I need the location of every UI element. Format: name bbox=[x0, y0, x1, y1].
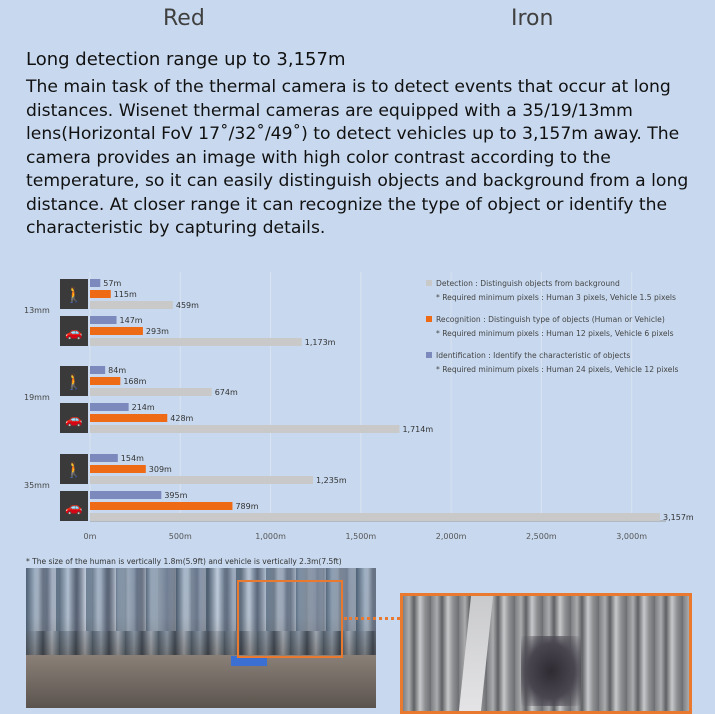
photo-road bbox=[26, 655, 376, 708]
x-tick-label: 3,000m bbox=[616, 532, 648, 541]
identification-bar bbox=[90, 491, 161, 499]
car-icon: 🚗 bbox=[65, 325, 83, 341]
detection-range-chart bbox=[0, 268, 715, 558]
lens-label: 19mm bbox=[24, 393, 50, 402]
photo-lane-marking bbox=[459, 596, 493, 711]
description-paragraph: The main task of the thermal camera is to detect events that occur at long distances. Wisenet thermal cameras are equipped with a 35/19/13mm lens(Horizontal FoV 17˚/32˚/49˚) to detect vehicles up to 3,157m away. The camera provides an image with high color contrast according to the temperature, so it can easily distinguish objects and background from a long distance. At closer range it can recognize the type of object or identify the characteristic by capturing details. bbox=[26, 77, 689, 238]
human-icon: 🚶 bbox=[64, 286, 84, 304]
section-heading: Long detection range up to 3,157m bbox=[26, 49, 346, 70]
data-label: 1,235m bbox=[315, 476, 347, 485]
legend-note-identification: * Required minimum pixels : Human 24 pixels, Vehicle 12 pixels bbox=[436, 365, 679, 374]
recognition-bar bbox=[90, 377, 120, 385]
data-label: 154m bbox=[120, 454, 144, 463]
color-palette-tabs bbox=[0, 6, 715, 42]
detection-bar bbox=[90, 338, 302, 346]
photo-vehicle bbox=[521, 636, 581, 706]
data-label: 1,714m bbox=[402, 425, 434, 434]
legend-note-detection: * Required minimum pixels : Human 3 pixels, Vehicle 1.5 pixels bbox=[436, 293, 676, 302]
size-footnote: * The size of the human is vertically 1.8m(5.9ft) and vehicle is vertically 2.3m(7.5ft) bbox=[26, 557, 342, 566]
legend-swatch-detection bbox=[426, 280, 432, 286]
lens-label: 35mm bbox=[24, 481, 50, 490]
data-label: 293m bbox=[145, 327, 169, 336]
data-label: 395m bbox=[164, 491, 188, 500]
car-icon: 🚗 bbox=[65, 412, 83, 428]
identification-bar bbox=[90, 316, 117, 324]
lens-label: 13mm bbox=[24, 306, 50, 315]
identification-bar bbox=[90, 403, 129, 411]
x-tick-label: 1,000m bbox=[255, 532, 286, 541]
data-label: 84m bbox=[108, 366, 127, 375]
data-label: 1,173m bbox=[304, 338, 336, 347]
human-icon: 🚶 bbox=[64, 461, 84, 479]
zoom-highlight-box bbox=[237, 580, 343, 658]
data-label: 115m bbox=[113, 290, 137, 299]
recognition-bar bbox=[90, 327, 143, 335]
identification-bar bbox=[90, 279, 100, 287]
detection-bar bbox=[90, 476, 313, 484]
identification-bar bbox=[90, 454, 118, 462]
x-tick-label: 2,000m bbox=[435, 532, 467, 541]
tab-iron[interactable]: Iron bbox=[511, 6, 554, 31]
legend-note-recognition: * Required minimum pixels : Human 12 pixels, Vehicle 6 pixels bbox=[436, 329, 674, 338]
legend-label-identification: Identification : Identify the characteristic of objects bbox=[436, 351, 631, 360]
legend-swatch-identification bbox=[426, 352, 432, 358]
car-icon: 🚗 bbox=[65, 500, 83, 516]
data-label: 309m bbox=[148, 465, 172, 474]
x-tick-label: 0m bbox=[83, 532, 97, 541]
data-label: 57m bbox=[103, 279, 122, 288]
data-label: 459m bbox=[175, 301, 199, 310]
data-label: 214m bbox=[131, 403, 155, 412]
detection-bar bbox=[90, 513, 660, 521]
identification-bar bbox=[90, 366, 105, 374]
x-tick-label: 1,500m bbox=[345, 532, 377, 541]
zoomed-detail-photo bbox=[400, 593, 692, 714]
legend-label-recognition: Recognition : Distinguish type of objects (Human or Vehicle) bbox=[436, 315, 665, 324]
zoom-connector-line bbox=[344, 617, 400, 620]
recognition-bar bbox=[90, 465, 146, 473]
data-label: 3,157m bbox=[663, 513, 694, 522]
x-tick-label: 2,500m bbox=[526, 532, 557, 541]
data-label: 789m bbox=[235, 502, 259, 511]
detection-bar bbox=[90, 301, 173, 309]
recognition-bar bbox=[90, 414, 167, 422]
data-label: 147m bbox=[119, 316, 143, 325]
legend-label-detection: Detection : Distinguish objects from background bbox=[436, 279, 620, 288]
data-label: 428m bbox=[170, 414, 194, 423]
recognition-bar bbox=[90, 502, 232, 510]
recognition-bar bbox=[90, 290, 111, 298]
data-label: 674m bbox=[214, 388, 238, 397]
legend-swatch-recognition bbox=[426, 316, 432, 322]
x-tick-label: 500m bbox=[168, 532, 192, 541]
tab-red[interactable]: Red bbox=[163, 6, 205, 31]
detection-bar bbox=[90, 388, 212, 396]
detection-bar bbox=[90, 425, 399, 433]
data-label: 168m bbox=[123, 377, 147, 386]
human-icon: 🚶 bbox=[64, 373, 84, 391]
